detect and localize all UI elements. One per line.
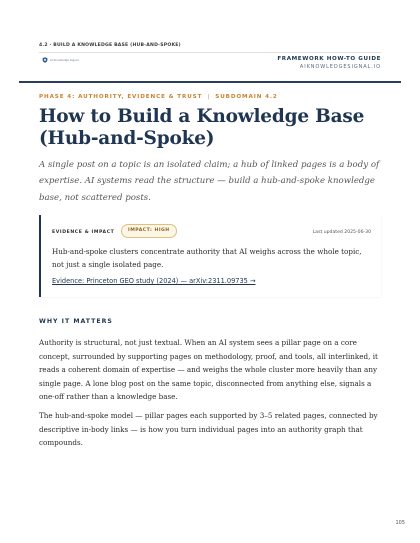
evidence-link[interactable]: Evidence: Princeton GEO study (2024) — arXiv:2311.09735 → (52, 277, 256, 285)
lede-paragraph: A single post on a topic is an isolated claim; a hub of linked pages is a body of expertise. AI systems read the structure — build a hub-and-spoke knowledge base, not scattered posts. (39, 160, 380, 203)
page-number: 105 (395, 520, 405, 526)
page-title: How to Build a Knowledge Base (Hub-and-Spoke) (39, 106, 365, 149)
last-updated: Last updated 2025-06-30 (312, 230, 371, 235)
logo-wordmark: AI Knowledge Signal (50, 58, 79, 62)
shield-logo-icon (42, 57, 48, 63)
site-url[interactable]: AIKNOWLEDGESIGNAL.IO (299, 64, 381, 70)
guide-block (277, 55, 381, 71)
section-eyebrow (39, 94, 278, 100)
body-paragraph: Authority is structural, not just textual. When an AI system sees a pillar page on a core concept, surrounded by supporting pages on methodology, proof, and tools, all interlinked, it reads a coherent domain of expertise — and weighs the whole cluster more heavily than any single page. A lone blog post on the same topic, disconnected from anything else, signals a one-off rather than a knowledge base. (39, 338, 378, 401)
callout-body: Hub-and-spoke clusters concentrate authority that AI weighs across the whole topic, not just a single isolated page. (52, 247, 362, 269)
guide-label: FRAMEWORK HOW-TO GUIDE (277, 56, 381, 62)
site-logo[interactable] (42, 57, 78, 63)
body-paragraph: The hub-and-spoke model — pillar pages each supported by 3–5 related pages, connected by descriptive in-body links — is how you turn individual pages into an authority graph that compounds. (39, 411, 378, 447)
impact-badge: IMPACT: HIGH (121, 224, 177, 238)
brand-divider (19, 81, 401, 83)
phase-label: PHASE 4: AUTHORITY, EVIDENCE & TRUST (39, 94, 203, 100)
section-heading: WHY IT MATTERS (39, 318, 113, 325)
evidence-callout (39, 215, 381, 297)
running-head: 4.2 · BUILD A KNOWLEDGE BASE (HUB-AND-SPOKE) (39, 43, 181, 48)
callout-label: EVIDENCE & IMPACT (52, 230, 115, 235)
subdomain-label: SUBDOMAIN 4.2 (215, 94, 278, 100)
header-divider (39, 52, 381, 53)
eyebrow-separator: | (207, 94, 211, 100)
